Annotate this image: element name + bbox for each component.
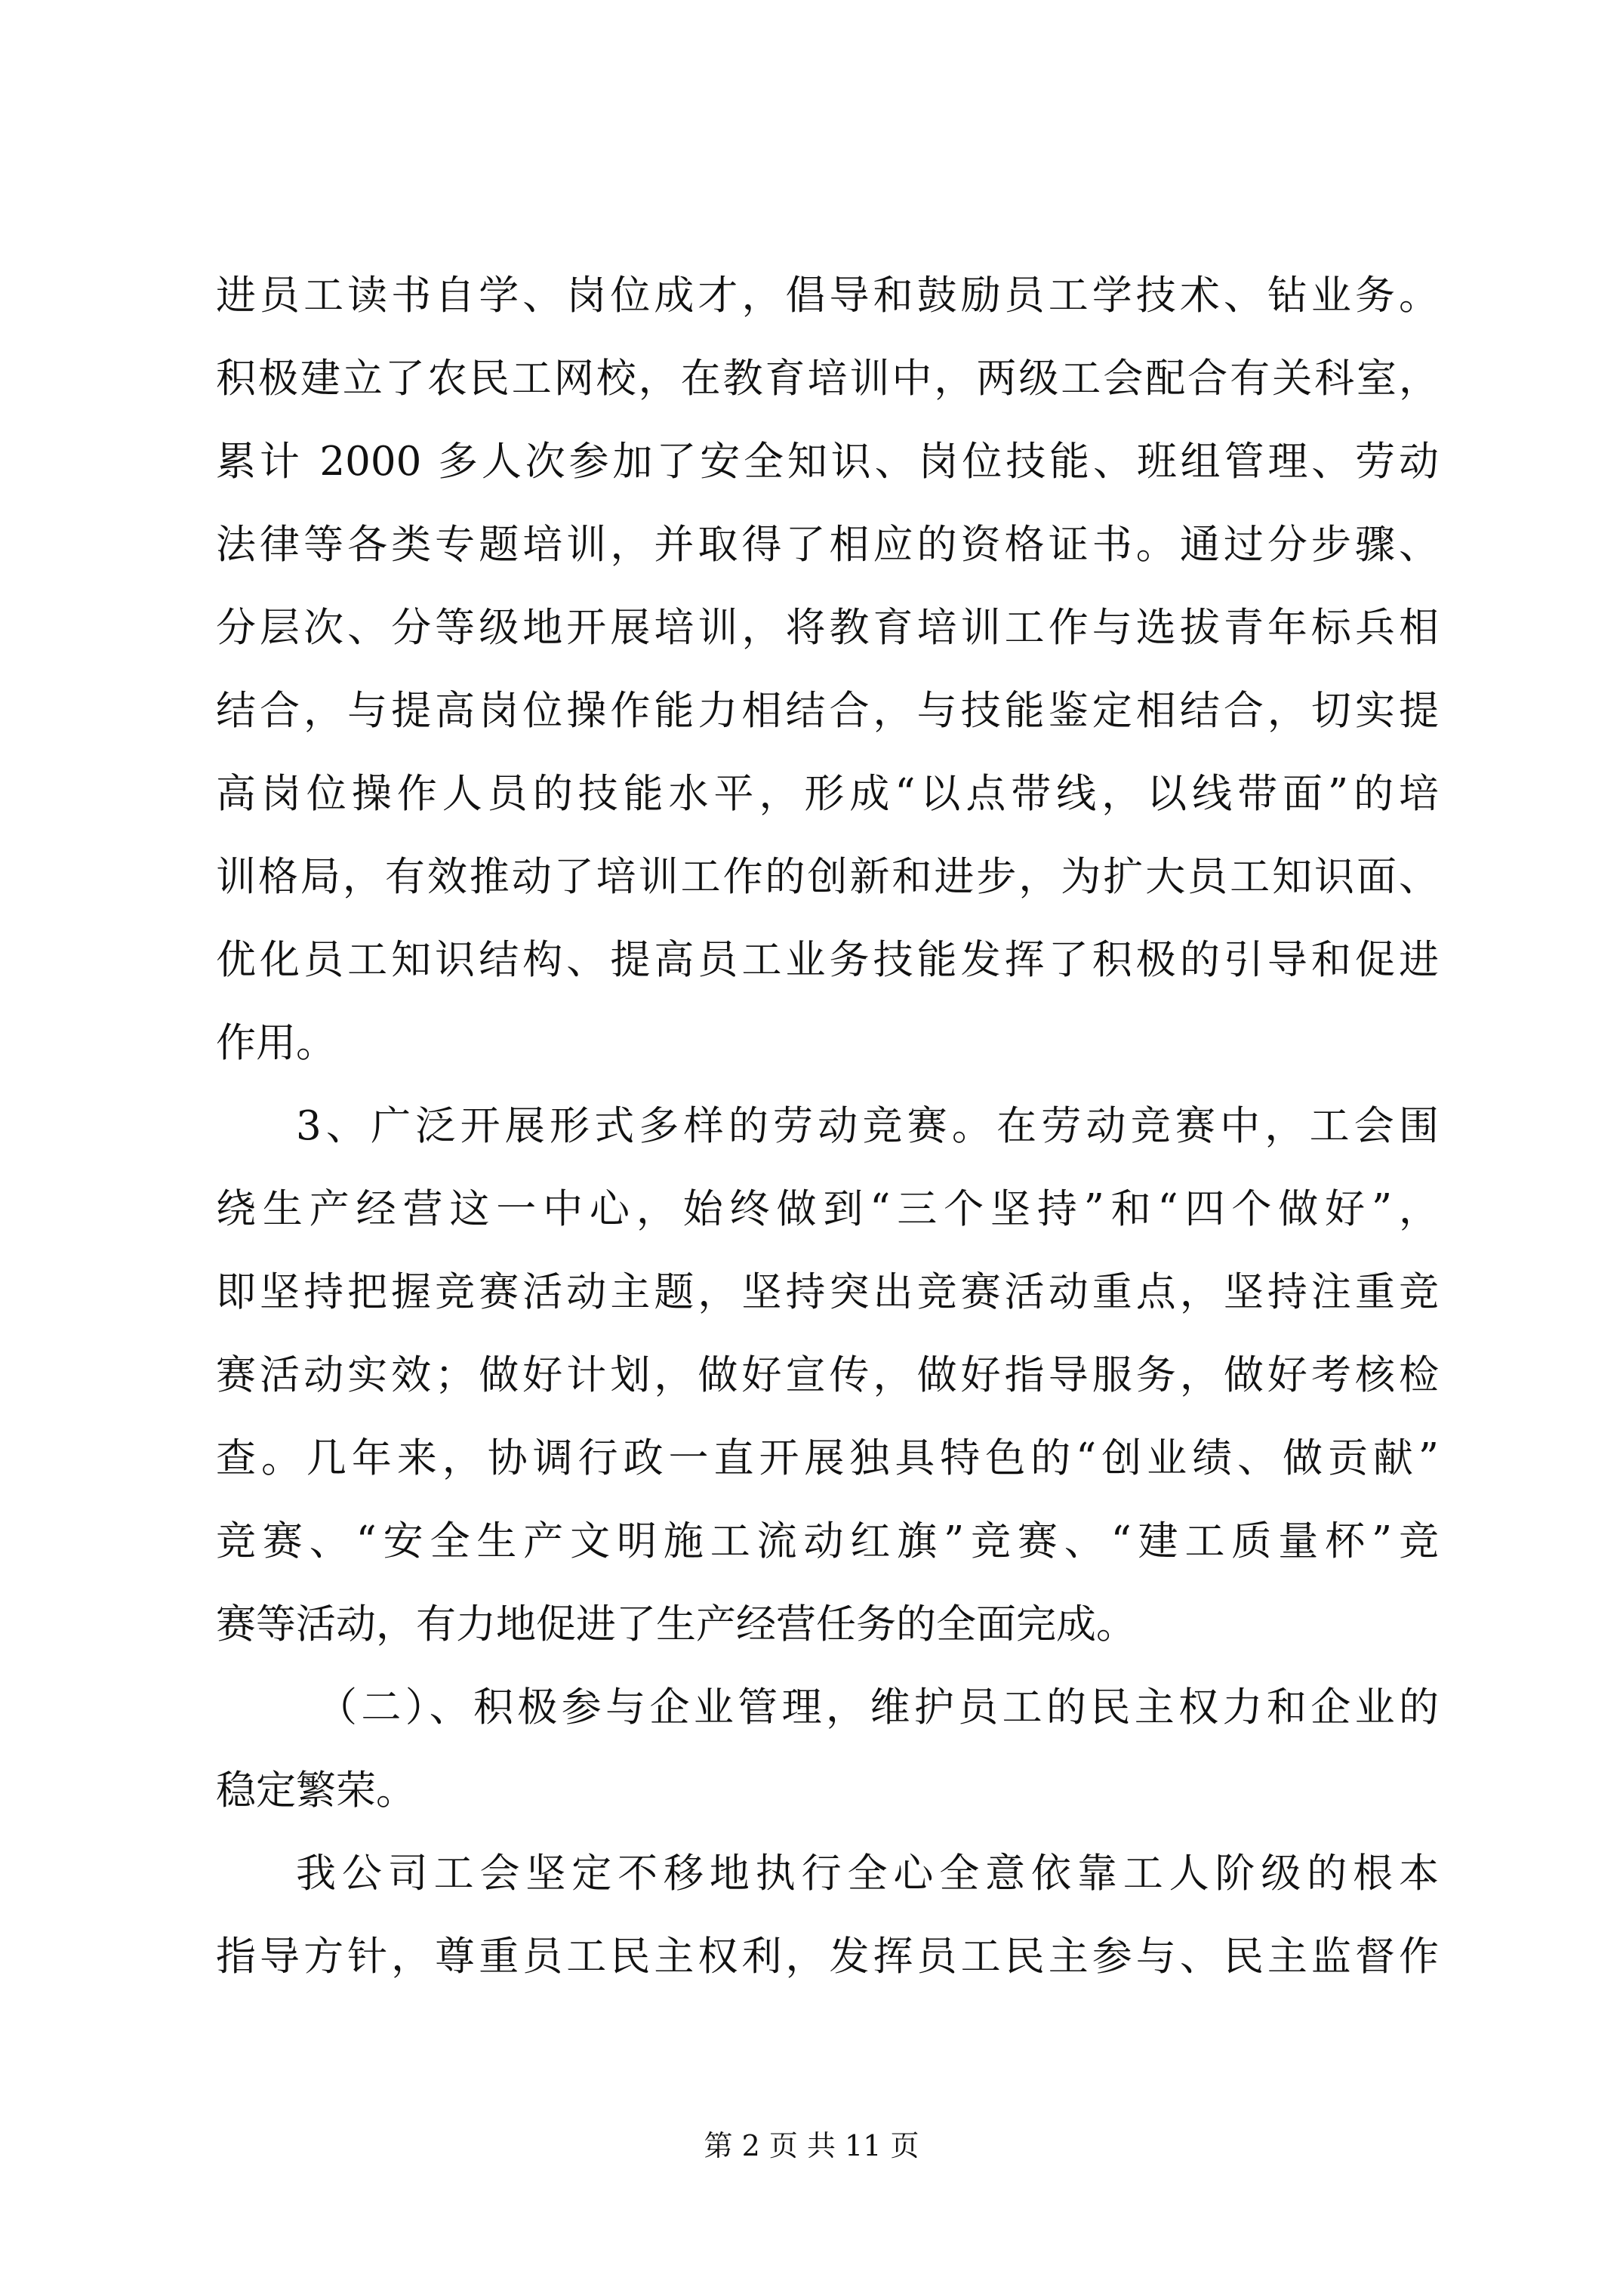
body-line-8: 训格局，有效推动了培训工作的创新和进步，为扩大员工知识面、 (216, 854, 1439, 900)
body-line-1: 进员工读书自学、岗位成才，倡导和鼓励员工学技术、钻业务。 (216, 273, 1439, 319)
body-line-12: 绕生产经营这一中心，始终做到“三个坚持”和“四个做好”， (216, 1186, 1439, 1232)
body-line-4: 法律等各类专题培训，并取得了相应的资格证书。通过分步骤、 (216, 522, 1439, 568)
body-line-21: 指导方针，尊重员工民主权利，发挥员工民主参与、民主监督作 (216, 1934, 1439, 1980)
body-line-20: 我公司工会坚定不移地执行全心全意依靠工人阶级的根本 (296, 1851, 1439, 1897)
body-line-16: 竞赛、“安全生产文明施工流动红旗”竞赛、“建工质量杯”竞 (216, 1518, 1439, 1564)
body-line-17: 赛等活动，有力地促进了生产经营任务的全面完成。 (216, 1601, 1136, 1647)
section-heading-line-2: 稳定繁荣。 (216, 1767, 416, 1814)
body-line-7: 高岗位操作人员的技能水平，形成“以点带线，以线带面”的培 (216, 771, 1439, 817)
body-line-14: 赛活动实效；做好计划，做好宣传，做好指导服务，做好考核检 (216, 1352, 1439, 1398)
section-heading-line-1: （二）、积极参与企业管理，维护员工的民主权力和企业的 (317, 1684, 1439, 1730)
body-line-9: 优化员工知识结构、提高员工业务技能发挥了积极的引导和促进 (216, 937, 1439, 983)
body-line-11: 3、广泛开展形式多样的劳动竞赛。在劳动竞赛中，工会围 (296, 1103, 1439, 1149)
body-line-15: 查。几年来，协调行政一直开展独具特色的“创业绩、做贡献” (216, 1435, 1439, 1481)
body-line-5: 分层次、分等级地开展培训，将教育培训工作与选拔青年标兵相 (216, 605, 1439, 651)
page-footer: 第 2 页 共 11 页 (704, 2129, 919, 2162)
body-line-2: 积极建立了农民工网校，在教育培训中，两级工会配合有关科室， (216, 356, 1439, 402)
body-line-3: 累计 2000 多人次参加了安全知识、岗位技能、班组管理、劳动 (216, 439, 1439, 485)
body-line-10: 作用。 (216, 1020, 336, 1066)
body-line-13: 即坚持把握竞赛活动主题，坚持突出竞赛活动重点，坚持注重竞 (216, 1269, 1439, 1315)
body-line-6: 结合，与提高岗位操作能力相结合，与技能鉴定相结合，切实提 (216, 688, 1439, 734)
